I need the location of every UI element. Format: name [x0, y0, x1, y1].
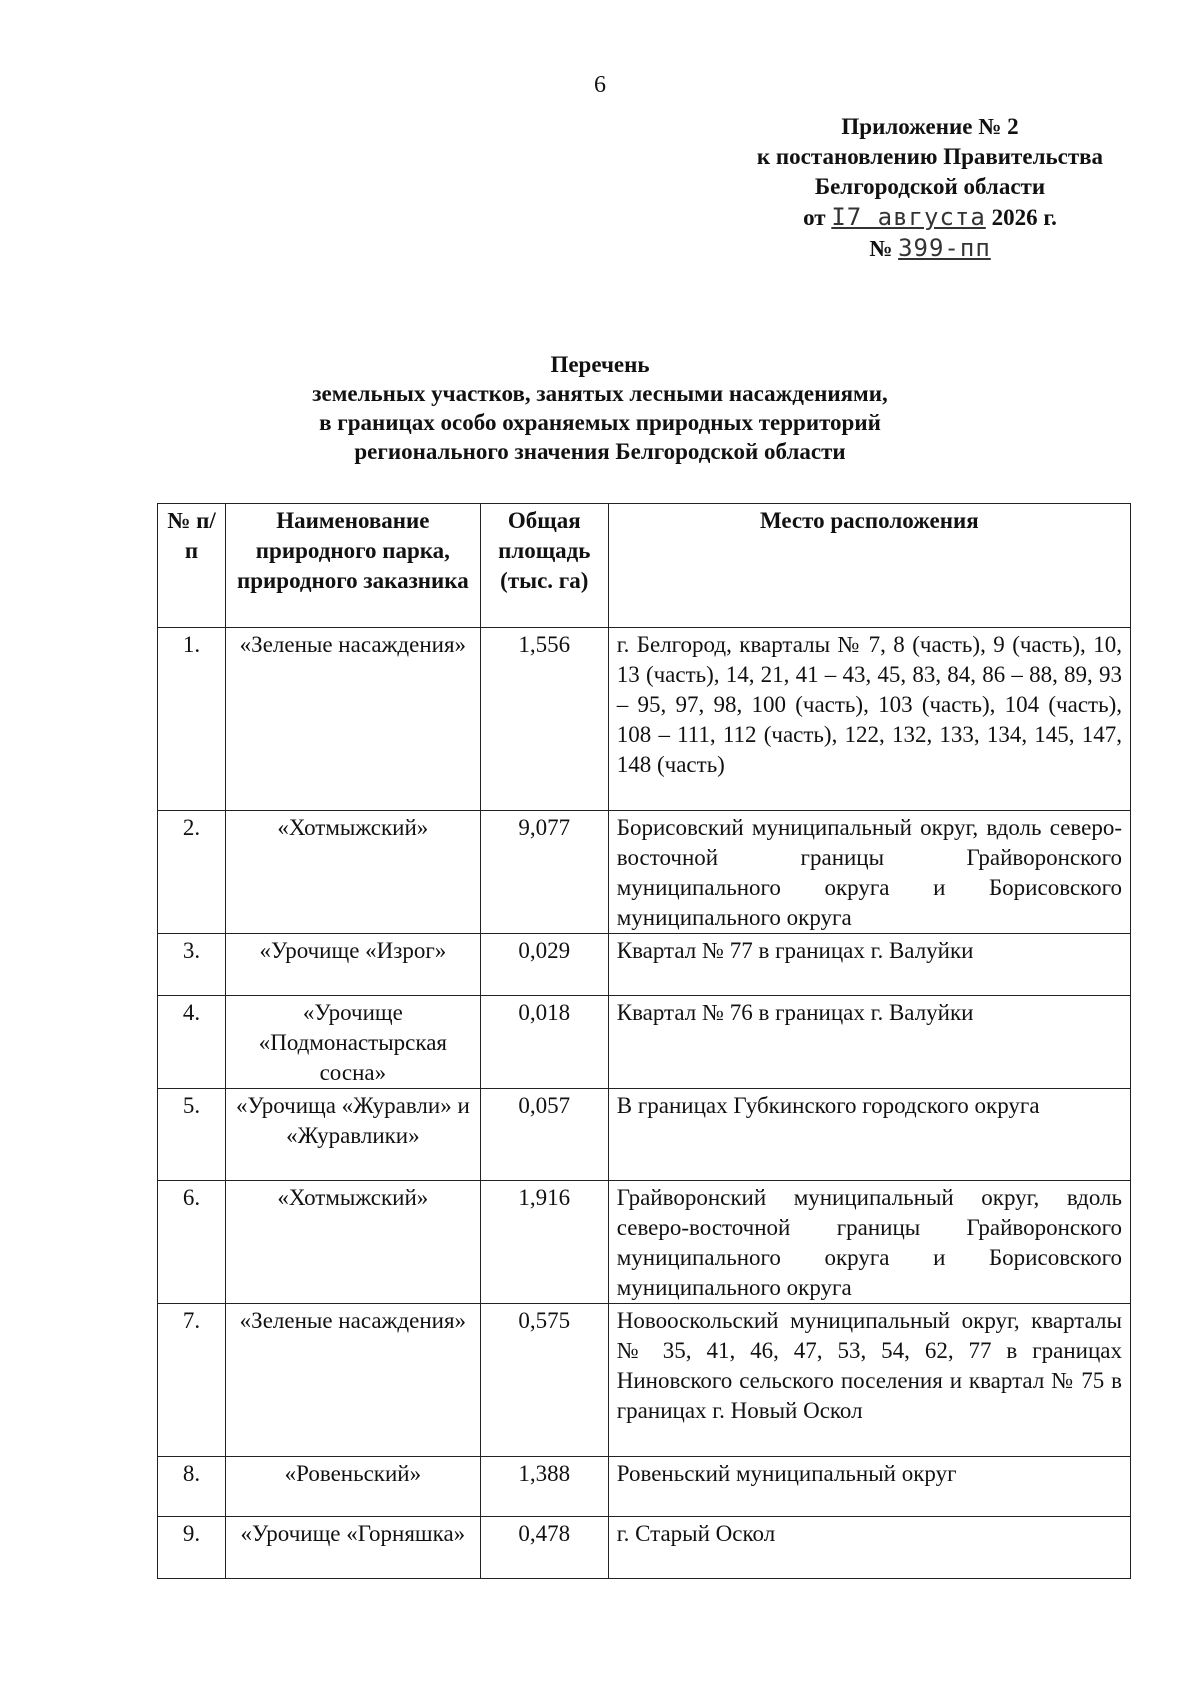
title-line: в границах особо охраняемых природных территорий	[319, 410, 881, 435]
cell-num: 4.	[158, 996, 226, 1089]
cell-num: 2.	[158, 811, 226, 934]
appendix-date-line	[700, 202, 1160, 233]
cell-place: Квартал № 77 в границах г. Валуйки	[608, 934, 1130, 996]
cell-area: 0,018	[480, 996, 608, 1089]
cell-name: «Ровеньский»	[225, 1457, 480, 1517]
cell-num: 3.	[158, 934, 226, 996]
cell-place: Борисовский муниципальный округ, вдоль северо-восточной границы Грайворонского муниципального округа и Борисовского муниципального округа	[608, 811, 1130, 934]
cell-place: Квартал № 76 в границах г. Валуйки	[608, 996, 1130, 1089]
cell-name: «Хотмыжский»	[225, 811, 480, 934]
cell-area: 0,029	[480, 934, 608, 996]
table-row	[158, 1089, 1131, 1181]
document-title	[300, 350, 900, 466]
appendix-number-line	[700, 233, 1160, 264]
header-area: Общая площадь (тыс. га)	[480, 504, 608, 628]
table-row	[158, 1457, 1131, 1517]
table-row	[158, 628, 1131, 811]
cell-name: «Урочище «Изрог»	[225, 934, 480, 996]
appendix-decree-line: к постановлению Правительства	[756, 144, 1104, 169]
cell-num: 5.	[158, 1089, 226, 1181]
table-row	[158, 996, 1131, 1089]
date-stamp: I7 августа	[831, 203, 986, 231]
header-num: № п/п	[158, 504, 226, 628]
header-place: Место расположения	[608, 504, 1130, 628]
land-plots-table	[157, 503, 1131, 1579]
cell-name: «Урочище «Подмонастырская сосна»	[225, 996, 480, 1089]
cell-area: 1,916	[480, 1181, 608, 1304]
appendix-region-line: Белгородской области	[814, 174, 1046, 199]
cell-num: 1.	[158, 628, 226, 811]
cell-place: В границах Губкинского городского округа	[608, 1089, 1130, 1181]
cell-area: 0,478	[480, 1517, 608, 1579]
cell-area: 9,077	[480, 811, 608, 934]
date-suffix: 2026 г.	[991, 205, 1057, 230]
page-number: 6	[594, 72, 606, 98]
title-line: земельных участков, занятых лесными насаждениями,	[312, 381, 888, 406]
table-row	[158, 934, 1131, 996]
table-row	[158, 1517, 1131, 1579]
appendix-block	[700, 112, 1160, 264]
appendix-title: Приложение № 2	[841, 114, 1019, 139]
table-row	[158, 1304, 1131, 1457]
cell-num: 9.	[158, 1517, 226, 1579]
title-line: регионального значения Белгородской области	[354, 439, 846, 464]
table-row	[158, 1181, 1131, 1304]
table-header-row	[158, 504, 1131, 628]
date-prefix: от	[803, 205, 826, 230]
number-stamp: 399-пп	[898, 234, 991, 262]
cell-name: «Урочище «Горняшка»	[225, 1517, 480, 1579]
cell-name: «Зеленые насаждения»	[225, 628, 480, 811]
title-line: Перечень	[550, 352, 650, 377]
cell-name: «Урочища «Журавли» и «Журавлики»	[225, 1089, 480, 1181]
cell-area: 0,057	[480, 1089, 608, 1181]
cell-name: «Хотмыжский»	[225, 1181, 480, 1304]
cell-place: г. Белгород, кварталы № 7, 8 (часть), 9 (часть), 10, 13 (часть), 14, 21, 41 – 43, 45, 83, 84, 86 – 88, 89, 93 – 95, 97, 98, 100 (часть), 103 (часть), 104 (часть), 108 – 111, 112 (часть), 122, 132, 133, 134, 145, 147, 148 (часть)	[608, 628, 1130, 811]
cell-num: 8.	[158, 1457, 226, 1517]
number-prefix: №	[869, 236, 893, 261]
cell-place: Ровеньский муниципальный округ	[608, 1457, 1130, 1517]
cell-place: Новооскольский муниципальный округ, кварталы № 35, 41, 46, 47, 53, 54, 62, 77 в границах Ниновского сельского поселения и квартал № 75 в границах г. Новый Оскол	[608, 1304, 1130, 1457]
cell-area: 0,575	[480, 1304, 608, 1457]
cell-name: «Зеленые насаждения»	[225, 1304, 480, 1457]
header-name: Наименование природного парка, природного заказника	[225, 504, 480, 628]
table-row	[158, 811, 1131, 934]
cell-place: г. Старый Оскол	[608, 1517, 1130, 1579]
cell-num: 6.	[158, 1181, 226, 1304]
cell-area: 1,388	[480, 1457, 608, 1517]
cell-place: Грайворонский муниципальный округ, вдоль северо-восточной границы Грайворонского муниципального округа и Борисовского муниципального округа	[608, 1181, 1130, 1304]
cell-area: 1,556	[480, 628, 608, 811]
cell-num: 7.	[158, 1304, 226, 1457]
